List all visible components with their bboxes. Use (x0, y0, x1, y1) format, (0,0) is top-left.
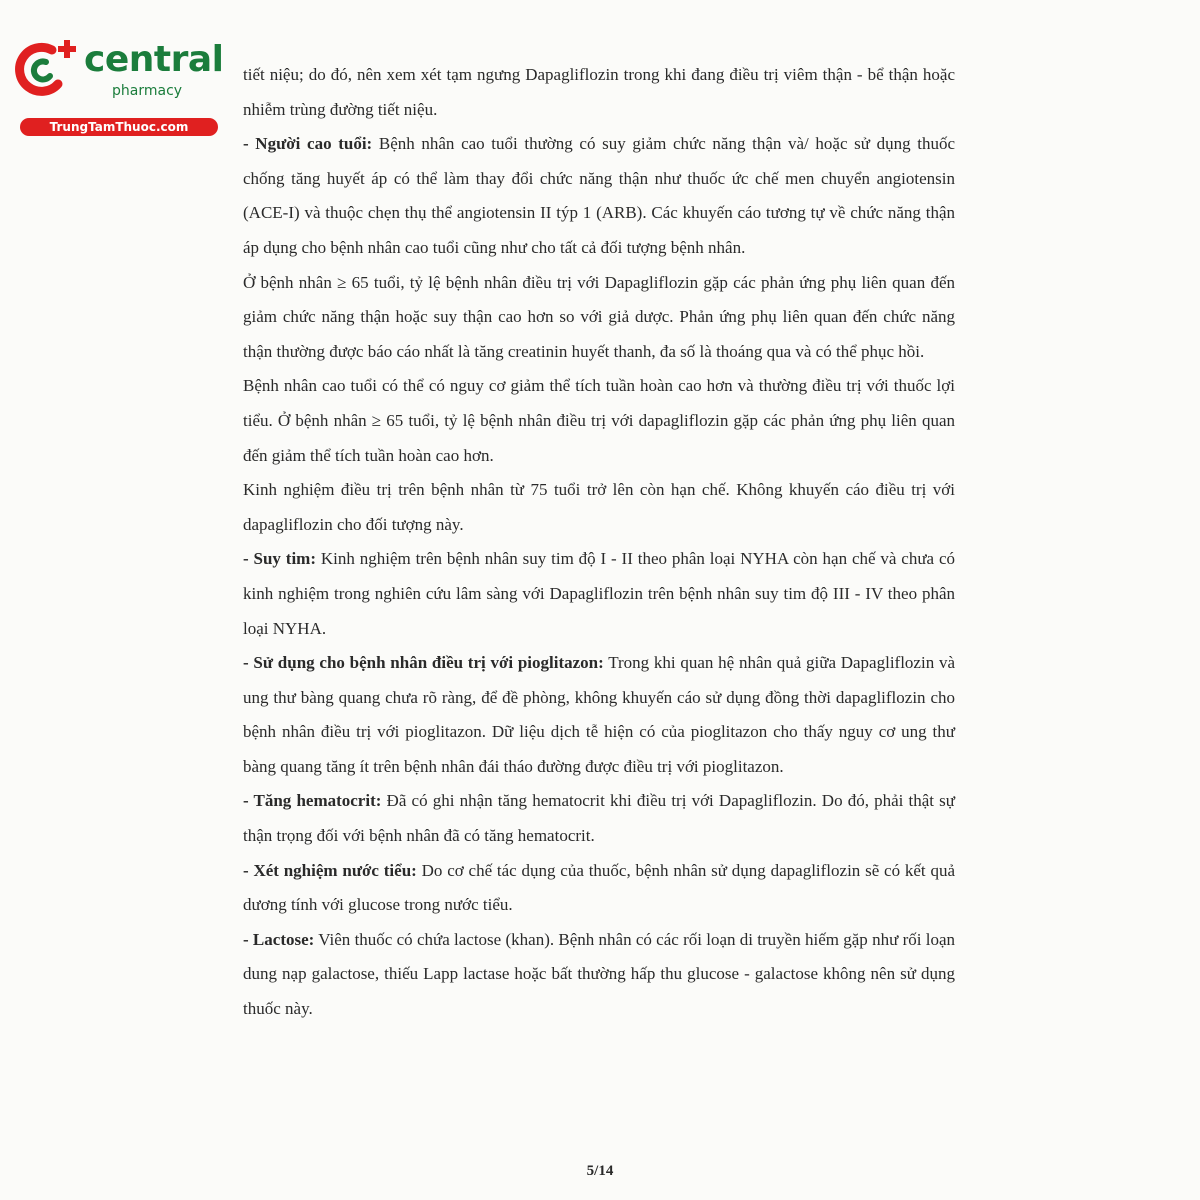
document-body (243, 58, 955, 1027)
paragraph-text: Bệnh nhân cao tuổi thường có suy giảm chức năng thận và/ hoặc sử dụng thuốc chống tăng huyết áp có thể làm thay đổi chức năng thận như thuốc ức chế men chuyển angiotensin (ACE-I) và thuộc chẹn thụ thể angiotensin II týp 1 (ARB). Các khuyến cáo tương tự về chức năng thận áp dụng cho bệnh nhân cao tuổi cũng như cho tất cả đối tượng bệnh nhân. (243, 134, 956, 257)
paragraph (243, 784, 955, 853)
central-pharmacy-logo[interactable] (12, 39, 224, 135)
paragraph-heading: - Xét nghiệm nước tiểu: (243, 860, 417, 880)
paragraph (243, 266, 955, 370)
paragraph (243, 127, 955, 265)
paragraph (243, 369, 955, 473)
paragraph-text: Do cơ chế tác dụng của thuốc, bệnh nhân sử dụng dapagliflozin sẽ có kết quả dương tính với glucose trong nước tiểu. (243, 860, 955, 915)
paragraph (243, 58, 955, 127)
paragraph-text: Đã có ghi nhận tăng hematocrit khi điều trị với Dapagliflozin. Do đó, phải thật sự thận trọng đối với bệnh nhân đã có tăng hematocrit. (243, 791, 955, 846)
paragraph (243, 646, 955, 784)
paragraph-text: Trong khi quan hệ nhân quả giữa Dapagliflozin và ung thư bàng quang chưa rõ ràng, để đề phòng, không khuyến cáo sử dụng đồng thời dapagliflozin cho bệnh nhân điều trị với pioglitazon. Dữ liệu dịch tễ hiện có của pioglitazon cho thấy nguy cơ ung thư bàng quang tăng ít trên bệnh nhân đái tháo đường được điều trị với pioglitazon. (243, 653, 955, 776)
paragraph-text: Viên thuốc có chứa lactose (khan). Bệnh nhân có các rối loạn di truyền hiếm gặp như rối loạn dung nạp galactose, thiếu Lapp lactase hoặc bất thường hấp thu glucose - galactose không nên sử dụng thuốc này. (243, 929, 955, 1019)
paragraph-text: Bệnh nhân cao tuổi có thể có nguy cơ giảm thể tích tuần hoàn cao hơn và thường điều trị với thuốc lợi tiểu. Ở bệnh nhân ≥ 65 tuổi, tỷ lệ bệnh nhân điều trị với dapagliflozin gặp các phản ứng phụ liên quan đến giảm thể tích tuần hoàn cao hơn. (243, 376, 955, 465)
paragraph-heading: - Người cao tuổi: (243, 134, 373, 154)
central-logo-icon (12, 40, 84, 100)
paragraph (243, 473, 955, 542)
paragraph (243, 542, 955, 646)
brand-website-badge[interactable]: TrungTamThuoc.com (20, 118, 218, 136)
paragraph-text: Ở bệnh nhân ≥ 65 tuổi, tỷ lệ bệnh nhân điều trị với Dapagliflozin gặp các phản ứng phụ liên quan đến giảm chức năng thận hoặc suy thận cao hơn so với giả dược. Phản ứng phụ liên quan đến chức năng thận thường được báo cáo nhất là tăng creatinin huyết thanh, đa số là thoáng qua và có thể phục hồi. (243, 272, 955, 361)
paragraph-heading: - Sử dụng cho bệnh nhân điều trị với pioglitazon: (243, 653, 604, 673)
page-number: 5/14 (586, 1163, 614, 1179)
brand-subtitle: pharmacy (112, 83, 183, 99)
paragraph (243, 923, 955, 1027)
brand-name: central (84, 39, 224, 80)
paragraph-text: tiết niệu; do đó, nên xem xét tạm ngưng Dapagliflozin trong khi đang điều trị viêm thận - bể thận hoặc nhiễm trùng đường tiết niệu. (243, 65, 955, 119)
paragraph-text: Kinh nghiệm điều trị trên bệnh nhân từ 75 tuổi trở lên còn hạn chế. Không khuyến cáo điều trị với dapagliflozin cho đối tượng này. (243, 480, 955, 534)
paragraph (243, 854, 955, 923)
paragraph-heading: - Tăng hematocrit: (243, 791, 382, 811)
paragraph-heading: - Suy tim: (243, 549, 316, 569)
paragraph-heading: - Lactose: (243, 929, 315, 949)
paragraph-text: Kinh nghiệm trên bệnh nhân suy tim độ I - II theo phân loại NYHA còn hạn chế và chưa có kinh nghiệm trong nghiên cứu lâm sàng với Dapagliflozin trên bệnh nhân suy tim độ III - IV theo phân loại NYHA. (243, 549, 955, 638)
